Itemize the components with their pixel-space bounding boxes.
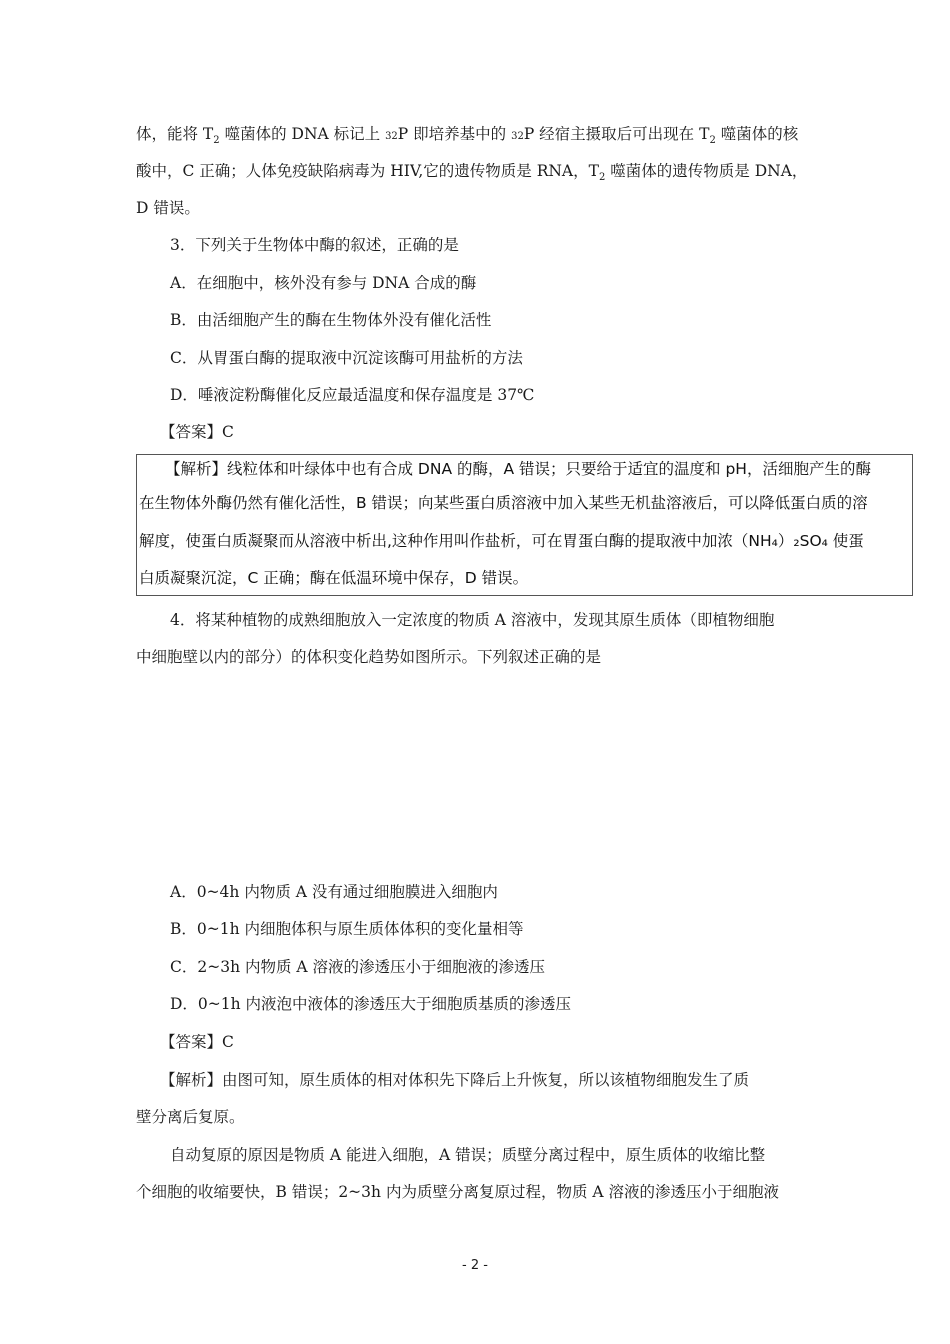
analysis-box	[136, 454, 913, 596]
question-3-option-b: B．由活细胞产生的酶在生物体外没有催化活性	[170, 311, 492, 329]
question-3-option-d: D．唾液淀粉酶催化反应最适温度和保存温度是 37℃	[170, 386, 535, 404]
question-4-explanation: 壁分离后复原。	[136, 1108, 245, 1126]
question-3-option-a: A．在细胞中，核外没有参与 DNA 合成的酶	[170, 274, 477, 292]
figure-placeholder	[136, 680, 816, 860]
question-4-explanation: 个细胞的收缩要快，B 错误；2~3h 内为质壁分离复原过程，物质 A 溶液的渗透压小于细胞液	[136, 1183, 779, 1201]
question-4-explanation: 【解析】由图可知，原生质体的相对体积先下降后上升恢复，所以该植物细胞发生了质	[160, 1071, 750, 1089]
question-4-option-a: A．0~4h 内物质 A 没有通过细胞膜进入细胞内	[170, 883, 498, 901]
question-3-stem: 3．下列关于生物体中酶的叙述，正确的是	[170, 236, 459, 254]
analysis-line: 白质凝聚沉淀，C 正确；酶在低温环境中保存，D 错误。	[139, 569, 529, 587]
question-4-option-b: B．0~1h 内细胞体积与原生质体体积的变化量相等	[170, 920, 524, 938]
question-4-explanation: 自动复原的原因是物质 A 能进入细胞，A 错误；质壁分离过程中，原生质体的收缩比整	[170, 1146, 766, 1164]
question-4-answer: 【答案】C	[160, 1033, 234, 1051]
question-4-stem-cont: 中细胞壁以内的部分）的体积变化趋势如图所示。下列叙述正确的是	[136, 648, 602, 666]
question-4-option-d: D．0~1h 内液泡中液体的渗透压大于细胞质基质的渗透压	[170, 995, 572, 1013]
analysis-line: 解度，使蛋白质凝聚而从溶液中析出,这种作用叫作盐析，可在胃蛋白酶的提取液中加浓（NH₄）₂SO₄ 使蛋	[139, 532, 864, 550]
analysis-line: 【解析】线粒体和叶绿体中也有合成 DNA 的酶，A 错误；只要给于适宜的温度和 pH，活细胞产生的酶	[165, 460, 871, 478]
analysis-line: 在生物体外酶仍然有催化活性，B 错误；向某些蛋白质溶液中加入某些无机盐溶液后，可以降低蛋白质的溶	[139, 494, 868, 512]
question-4-option-c: C．2~3h 内物质 A 溶液的渗透压小于细胞液的渗透压	[170, 958, 546, 976]
question-3-answer: 【答案】C	[160, 423, 234, 441]
question-3-option-c: C．从胃蛋白酶的提取液中沉淀该酶可用盐析的方法	[170, 349, 523, 367]
text-line: 酸中，C 正确；人体免疫缺陷病毒为 HIV,它的遗传物质是 RNA，$T_2$ 噬菌体的遗传物质是 DNA，	[136, 162, 808, 183]
text-line: 体，能将 $T_2$ 噬菌体的 DNA 标记上 32P 即培养基中的 32P 经宿主摄取后可出现在 $T_2$ 噬菌体的核	[136, 125, 799, 146]
page-number: - 2 -	[462, 1258, 488, 1273]
text-line: D 错误。	[136, 199, 200, 217]
question-4-stem: 4．将某种植物的成熟细胞放入一定浓度的物质 A 溶液中，发现其原生质体（即植物细胞	[170, 611, 775, 629]
